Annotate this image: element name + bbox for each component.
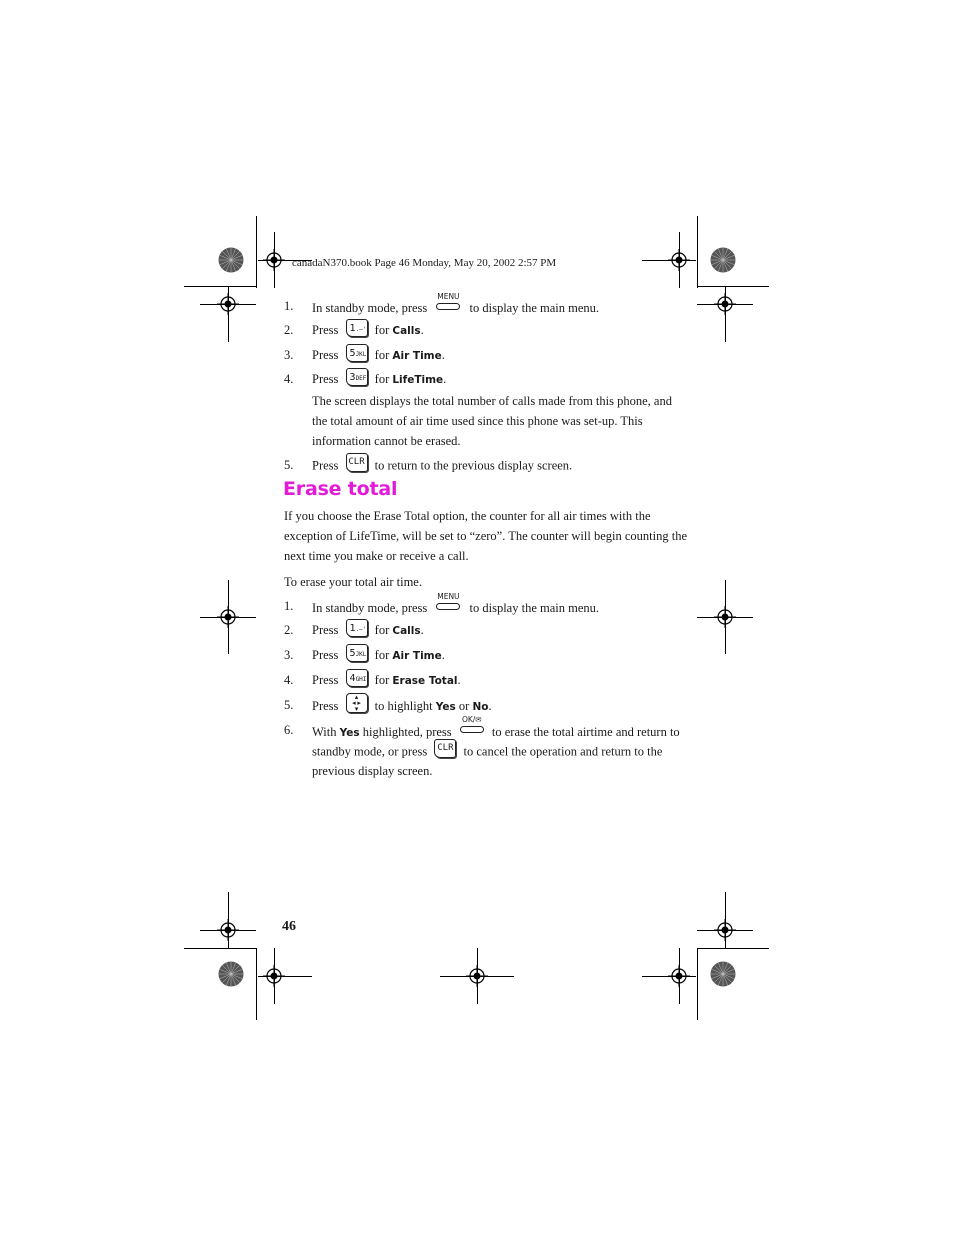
clr-key-icon: CLR: [434, 739, 456, 758]
registration-target-icon: [217, 293, 239, 315]
registration-target-icon: [668, 965, 690, 987]
ok-key-icon: OK/✉: [459, 715, 485, 737]
page-number: 46: [282, 919, 296, 934]
registration-target-icon: [217, 606, 239, 628]
registration-target-icon: [714, 919, 736, 941]
registration-target-icon: [714, 606, 736, 628]
key-1-icon: 1.–': [346, 619, 368, 637]
rosette-icon: [710, 961, 736, 987]
registration-target-icon: [668, 249, 690, 271]
registration-target-icon: [466, 965, 488, 987]
erase-lead: To erase your total air time.: [284, 575, 422, 589]
registration-target-icon: [714, 293, 736, 315]
key-4-icon: 4GHI: [346, 669, 368, 687]
lifetime-note: The screen displays the total number of calls made from this phone, and the total amount of air time used since this phone was set-up. This information cannot be erased.: [312, 394, 672, 448]
registration-target-icon: [263, 249, 285, 271]
key-1-icon: 1.–': [346, 319, 368, 337]
registration-target-icon: [217, 919, 239, 941]
section-title: Erase total: [283, 478, 398, 500]
key-3-icon: 3DEF: [346, 368, 368, 386]
navigation-key-icon: ▴ ◂ ▸ ▾: [346, 693, 368, 713]
print-slug: canadaN370.book Page 46 Monday, May 20, 2002 2:57 PM: [292, 257, 557, 269]
menu-key-icon: MENU: [434, 292, 462, 314]
menu-key-icon: MENU: [434, 592, 462, 614]
rosette-icon: [218, 961, 244, 987]
rosette-icon: [710, 247, 736, 273]
erase-intro: If you choose the Erase Total option, the counter for all air times with the exception of LifeTime, will be set to “zero”. The counter will begin counting the next time you make or receive a call.: [284, 509, 688, 563]
key-5-icon: 5JKL: [346, 344, 368, 362]
key-5-icon: 5JKL: [346, 644, 368, 662]
clr-key-icon: CLR: [346, 453, 368, 472]
registration-target-icon: [263, 965, 285, 987]
rosette-icon: [218, 247, 244, 273]
